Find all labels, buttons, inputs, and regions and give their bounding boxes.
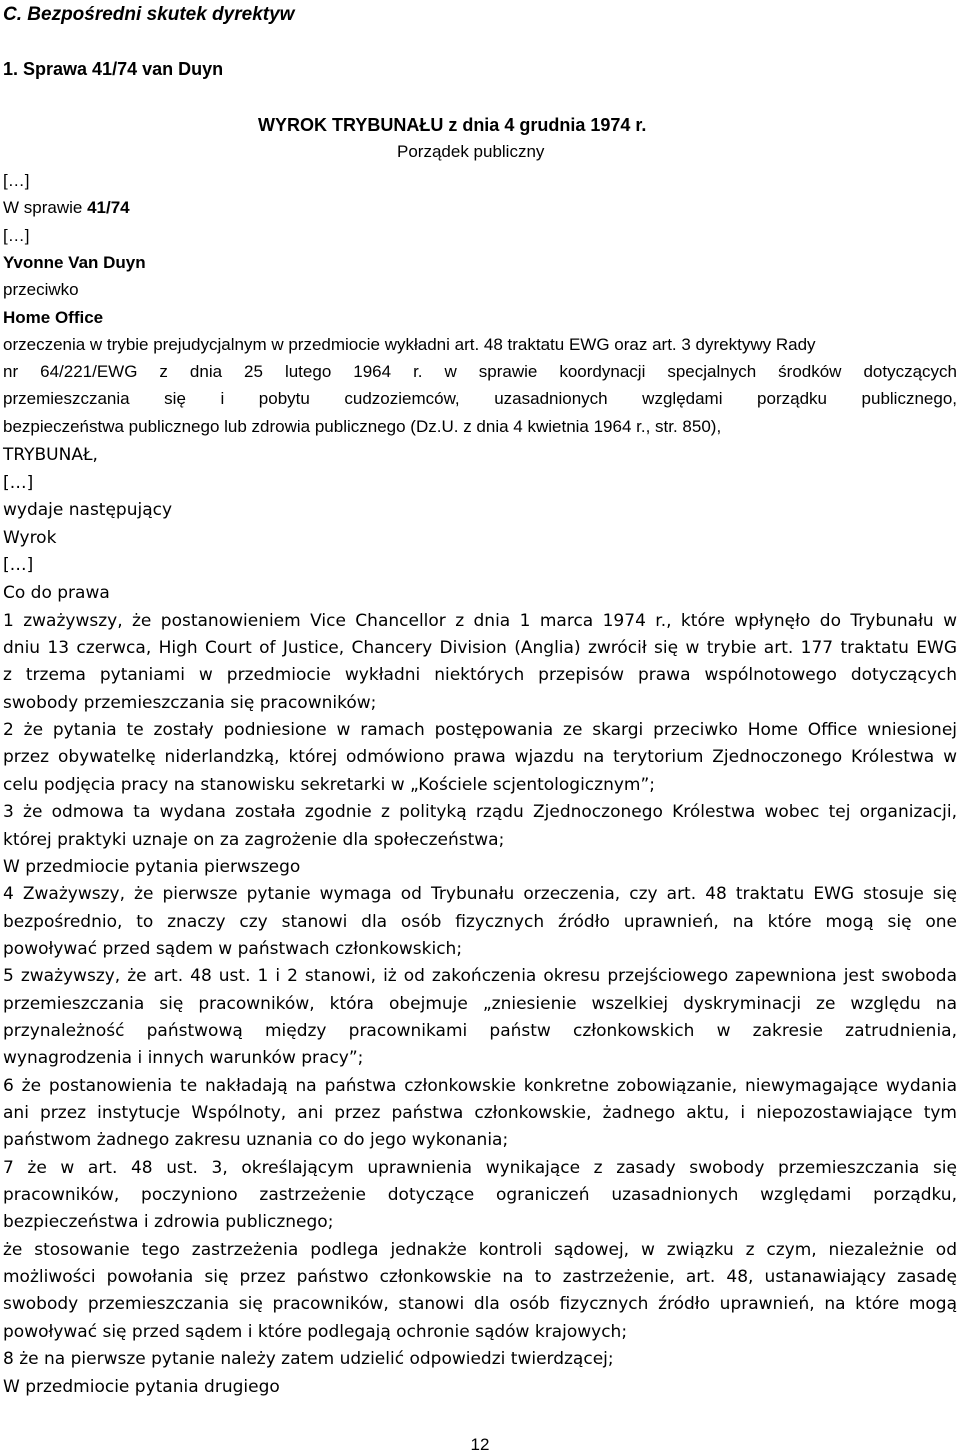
paragraph-line: 4 Zważywszy, że pierwsze pytanie wymaga od Trybunału orzeczenia, czy art. 48 traktatu EWG stosuje się (3, 884, 957, 904)
paragraph-line: powoływać się przed sądem i które podlegają ochronie sądów krajowych; (3, 1322, 628, 1342)
paragraph-line: możliwości powołania się przez państwo członkowskie na to zastrzeżenie, art. 48, ustanawiający zasadę (3, 1267, 957, 1287)
paragraph-line: przez obywatelkę niderlandzką, której odmówiono prawa wjazdu na terytorium Zjednoczonego Królestwa w (3, 747, 957, 767)
court-label: TRYBUNAŁ, (3, 445, 98, 465)
paragraph-line: celu podjęcia pracy na stanowisku sekretarki w „Kościele scjentologicznym”; (3, 775, 655, 795)
law-section-label: Co do prawa (3, 583, 110, 603)
issues-text: wydaje następujący (3, 500, 173, 520)
ellipsis-marker: […] (3, 171, 30, 190)
paragraph-line: że stosowanie tego zastrzeżenia podlega jednakże kontroli sądowej, w związku z czym, niezależnie od (3, 1240, 957, 1260)
subsection-heading: W przedmiocie pytania pierwszego (3, 857, 301, 877)
paragraph-line: której praktyki uznaje on za zagrożenie dla społeczeństwa; (3, 830, 505, 850)
ruling-text: nr 64/221/EWG z dnia 25 lutego 1964 r. w sprawie koordynacji specjalnych środków dotyczących (3, 362, 957, 381)
paragraph-line: pracowników, poczyniono zastrzeżenie dotyczące ograniczeń uzasadnionych względami porządku, (3, 1185, 957, 1205)
ruling-text: przemieszczania się i pobytu cudzoziemców, uzasadnionych względami porządku publicznego, (3, 389, 957, 408)
paragraph-line: przemieszczania się pracowników, która obejmuje „zniesienie wszelkiej dyskryminacji ze względu na (3, 994, 957, 1014)
ellipsis-marker: […] (3, 473, 34, 493)
paragraph-line: dniu 13 czerwca, High Court of Justice, Chancery Division (Anglia) zwrócił się w trybie art. 177 traktatu EWG (3, 638, 957, 658)
judgment-title: WYROK TRYBUNAŁU z dnia 4 grudnia 1974 r. (258, 115, 647, 135)
applicant-name: Yvonne Van Duyn (3, 253, 146, 272)
paragraph-line: powoływać przed sądem w państwach członkowskich; (3, 939, 463, 959)
ruling-text: bezpieczeństwa publicznego lub zdrowia publicznego (Dz.U. z dnia 4 kwietnia 1964 r., str. 850), (3, 417, 722, 436)
paragraph-line: swobody przemieszczania się pracowników; (3, 693, 377, 713)
paragraph-line: bezpieczeństwa i zdrowia publicznego; (3, 1212, 334, 1232)
subsection-heading: W przedmiocie pytania drugiego (3, 1377, 280, 1397)
paragraph-line: 3 że odmowa ta wydana została zgodnie z polityką rządu Zjednoczonego Królestwa wobec tej organizacji, (3, 802, 957, 822)
paragraph-line: swobody przemieszczania się pracowników, stanowi dla osób fizycznych źródło uprawnień, na które mogą (3, 1294, 957, 1314)
paragraph-line: 5 zważywszy, że art. 48 ust. 1 i 2 stanowi, iż od zakończenia okresu przejściowego zapewniona jest swoboda (3, 966, 957, 986)
paragraph-line: 1 zważywszy, że postanowieniem Vice Chancellor z dnia 1 marca 1974 r., które wpłynęło do Trybunału w (3, 611, 957, 631)
judgment-label: Wyrok (3, 528, 57, 548)
defendant-name: Home Office (3, 308, 104, 327)
case-number: 41/74 (87, 198, 130, 217)
section-heading: C. Bezpośredni skutek dyrektyw (3, 4, 295, 25)
page-number: 12 (470, 1435, 490, 1454)
paragraph-line: z trzema pytaniami w przedmiocie wykładni niektórych przepisów prawa wspólnotowego dotyczących (3, 665, 957, 685)
paragraph-line: przynależność państwową między pracownikami państw członkowskich w zakresie zatrudnienia, (3, 1021, 957, 1041)
paragraph-line: bezpośrednio, to znaczy czy stanowi dla osób fizycznych źródło uprawnień, na które mogą się one (3, 912, 957, 932)
paragraph-line: wynagrodzenia i innych warunków pracy”; (3, 1048, 364, 1068)
ellipsis-marker: […] (3, 555, 34, 575)
paragraph-line: 6 że postanowienia te nakładają na państwa członkowskie konkretne zobowiązanie, niewymagające wydania (3, 1076, 957, 1096)
case-heading: 1. Sprawa 41/74 van Duyn (3, 59, 224, 79)
ruling-text: orzeczenia w trybie prejudycjalnym w przedmiocie wykładni art. 48 traktatu EWG oraz art. 3 dyrektywy Rady (3, 335, 816, 354)
paragraph-line: ani przez instytucje Wspólnoty, ani przez państwa członkowskie, żadnego aktu, i niepozostawiające tym (3, 1103, 957, 1123)
paragraph-line: 7 że w art. 48 ust. 3, określającym uprawnienia wynikające z zasady swobody przemieszczania się (3, 1158, 957, 1178)
paragraph-line: państwom żadnego zakresu uznania co do jego wykonania; (3, 1130, 509, 1150)
public-order-subtitle: Porządek publiczny (397, 142, 545, 161)
paragraph-line: 2 że pytania te zostały podniesione w ramach postępowania ze skargi przeciwko Home Office wniesionej (3, 720, 957, 740)
paragraph-line: 8 że na pierwsze pytanie należy zatem udzielić odpowiedzi twierdzącej; (3, 1349, 614, 1369)
versus-text: przeciwko (3, 280, 79, 299)
case-reference (3, 197, 130, 219)
case-reference-prefix: W sprawie (3, 198, 88, 217)
ellipsis-marker: […] (3, 226, 30, 245)
